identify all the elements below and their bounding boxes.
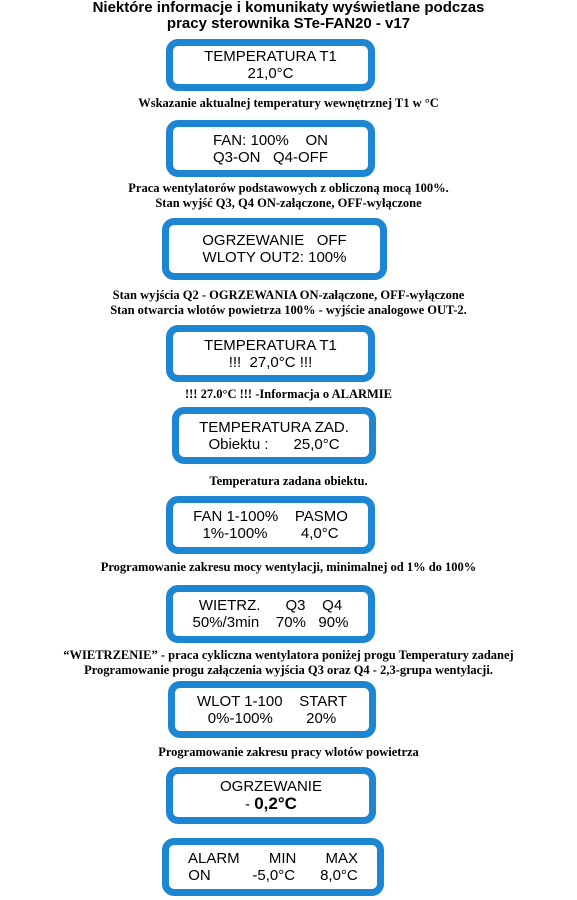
caption-fan-range (0, 560, 577, 575)
display-panel-temperature-t1 (166, 39, 375, 91)
panel-line1: FAN 1-100% PASMO (193, 508, 348, 525)
document-title-line2: pracy sterownika STe-FAN20 - v17 (166, 15, 411, 32)
display-panel-heating-delta (166, 767, 376, 824)
panel-line2: WLOTY OUT2: 100% (202, 249, 347, 266)
caption-heating (0, 288, 577, 318)
display-panel-fan-range (166, 496, 375, 554)
display-panel-fan (166, 120, 375, 177)
panel-line2: ON -5,0°C 8,0°C (188, 867, 358, 884)
panel-line1: OGRZEWANIE OFF (202, 232, 347, 249)
panel-line1: ALARM MIN MAX (187, 850, 359, 867)
panel-line1: TEMPERATURA ZAD. (199, 418, 349, 436)
caption-temperature-t1 (0, 96, 577, 111)
panel-line2-value: 0,2°C (254, 794, 297, 813)
caption-line1: !!! 27.0°C !!! -Informacja o ALARMIE (184, 387, 393, 401)
panel-line2: Obiektu : 25,0°C (208, 435, 340, 453)
display-panel-alarm-range (162, 838, 384, 896)
panel-line1: FAN: 100% ON (212, 131, 329, 149)
caption-line1: “WIETRZENIE” - praca cykliczna wentylatora poniżej progu Temperatury zadanej (63, 648, 514, 662)
panel-line1: TEMPERATURA T1 (204, 48, 337, 65)
panel-line2 (245, 795, 297, 813)
display-panel-inlet (168, 681, 376, 738)
panel-line1: OGRZEWANIE (220, 778, 322, 795)
caption-line1: Praca wentylatorów podstawowych z obliczoną mocą 100%. (128, 181, 449, 195)
panel-line2: Q3-ON Q4-OFF (212, 148, 328, 166)
display-panel-ventilation (166, 585, 375, 643)
caption-set-temperature (0, 474, 577, 489)
panel-line2: 21,0°C (247, 65, 294, 82)
caption-inlet (0, 745, 577, 760)
caption-line1: Programowanie zakresu pracy wlotów powietrza (158, 745, 419, 759)
caption-line2: Stan wyjść Q3, Q4 ON-załączone, OFF-wyłączone (155, 196, 422, 210)
panel-line2-prefix: - (245, 796, 255, 813)
panel-line1: TEMPERATURA T1 (204, 336, 337, 354)
caption-line2: Stan otwarcia wlotów powietrza 100% - wyjście analogowe OUT-2. (110, 303, 467, 317)
caption-line1: Programowanie zakresu mocy wentylacji, minimalnej od 1% do 100% (100, 560, 477, 574)
panel-line2: 50%/3min 70% 90% (192, 614, 349, 631)
panel-line2: !!! 27,0°C !!! (228, 353, 313, 371)
document-title (0, 0, 577, 32)
document-title-line1: Niektóre informacje i komunikaty wyświetlane podczas (92, 0, 485, 16)
panel-line1: WLOT 1-100 START (196, 692, 348, 710)
caption-fan (0, 181, 577, 211)
panel-line2: 0%-100% 20% (207, 709, 337, 727)
caption-ventilation (0, 648, 577, 678)
display-panel-heating (162, 218, 387, 280)
caption-line1: Wskazanie aktualnej temperatury wewnętrznej T1 w °C (138, 96, 439, 110)
caption-alarm-info (0, 387, 577, 402)
caption-line2: Programowanie progu załączenia wyjścia Q3 oraz Q4 - 2,3-grupa wentylacji. (84, 663, 493, 677)
panel-line2: 1%-100% 4,0°C (202, 525, 339, 542)
display-panel-set-temperature (172, 407, 376, 464)
caption-line1: Temperatura zadana obiektu. (209, 474, 368, 488)
caption-line1: Stan wyjścia Q2 - OGRZEWANIA ON-załączone, OFF-wyłączone (112, 288, 465, 302)
display-panel-alarm-temperature (166, 325, 375, 382)
panel-line1: WIETRZ. Q3 Q4 (198, 597, 343, 614)
